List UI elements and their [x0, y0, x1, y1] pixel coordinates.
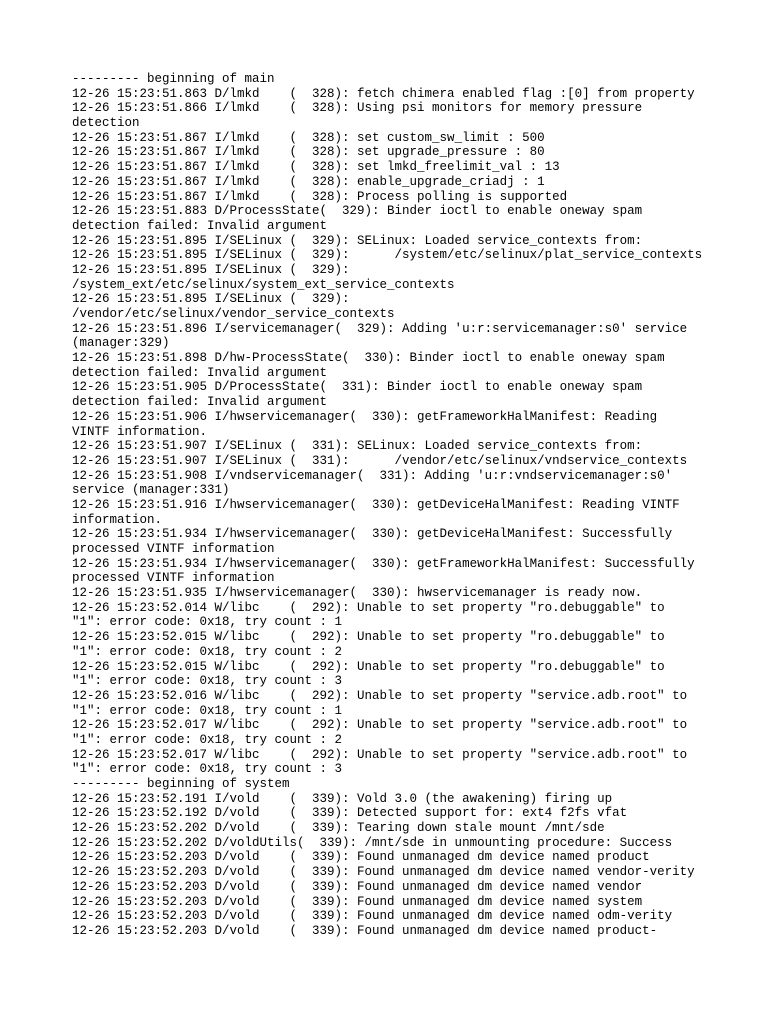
- log-line: detection: [72, 116, 140, 131]
- log-line: 12-26 15:23:52.203 D/vold ( 339): Found unmanaged dm device named system: [72, 894, 643, 909]
- log-line: 12-26 15:23:52.203 D/vold ( 339): Found unmanaged dm device named vendor: [72, 879, 643, 894]
- log-line: 12-26 15:23:52.192 D/vold ( 339): Detected support for: ext4 f2fs vfat: [72, 806, 628, 821]
- log-line: 12-26 15:23:52.015 W/libc ( 292): Unable to set property "ro.debuggable" to: [72, 630, 665, 645]
- log-body: [72, 72, 712, 939]
- log-line: 12-26 15:23:51.863 D/lmkd ( 328): fetch chimera enabled flag :[0] from property: [72, 86, 695, 101]
- log-line: 12-26 15:23:52.017 W/libc ( 292): Unable to set property "service.adb.root" to: [72, 718, 688, 733]
- log-line: detection failed: Invalid argument: [72, 395, 328, 410]
- log-line: (manager:329): [72, 336, 170, 351]
- log-line: 12-26 15:23:52.202 D/voldUtils( 339): /mnt/sde in unmounting procedure: Success: [72, 835, 673, 850]
- log-line: "1": error code: 0x18, try count : 1: [72, 615, 343, 630]
- log-line: 12-26 15:23:52.203 D/vold ( 339): Found unmanaged dm device named product-: [72, 923, 658, 938]
- log-line: 12-26 15:23:52.203 D/vold ( 339): Found unmanaged dm device named odm-verity: [72, 909, 673, 924]
- log-line: 12-26 15:23:51.907 I/SELinux ( 331): /vendor/etc/selinux/vndservice_contexts: [72, 453, 688, 468]
- log-line: VINTF information.: [72, 424, 208, 439]
- log-line: /vendor/etc/selinux/vendor_service_contexts: [72, 307, 395, 321]
- log-line: processed VINTF information: [72, 542, 275, 556]
- log-line: "1": error code: 0x18, try count : 1: [72, 703, 343, 718]
- log-line: 12-26 15:23:51.908 I/vndservicemanager( 331): Adding 'u:r:vndservicemanager:s0': [72, 468, 673, 483]
- log-line: 12-26 15:23:51.896 I/servicemanager( 329): Adding 'u:r:servicemanager:s0' service: [72, 321, 688, 336]
- log-line: detection failed: Invalid argument: [72, 218, 328, 233]
- log-line: 12-26 15:23:51.916 I/hwservicemanager( 330): getDeviceHalManifest: Reading VINTF: [72, 497, 680, 512]
- log-line: 12-26 15:23:52.202 D/vold ( 339): Tearing down stale mount /mnt/sde: [72, 821, 605, 836]
- log-line: 12-26 15:23:51.866 I/lmkd ( 328): Using psi monitors for memory pressure: [72, 101, 643, 116]
- log-line: 12-26 15:23:51.895 I/SELinux ( 329):: [72, 262, 350, 277]
- log-line: "1": error code: 0x18, try count : 2: [72, 732, 343, 747]
- log-line: "1": error code: 0x18, try count : 3: [72, 674, 343, 689]
- log-line: 12-26 15:23:51.906 I/hwservicemanager( 330): getFrameworkHalManifest: Reading: [72, 409, 658, 424]
- log-line: /system_ext/etc/selinux/system_ext_service_contexts: [72, 277, 455, 292]
- log-line: 12-26 15:23:52.017 W/libc ( 292): Unable to set property "service.adb.root" to: [72, 747, 688, 762]
- log-line: service (manager:331): [72, 483, 230, 498]
- log-line: --------- beginning of main: [72, 72, 275, 86]
- log-line: processed VINTF information: [72, 571, 275, 586]
- log-line: 12-26 15:23:52.015 W/libc ( 292): Unable to set property "ro.debuggable" to: [72, 659, 665, 674]
- log-line: 12-26 15:23:51.898 D/hw-ProcessState( 330): Binder ioctl to enable oneway spam: [72, 351, 665, 366]
- log-line: 12-26 15:23:52.016 W/libc ( 292): Unable to set property "service.adb.root" to: [72, 688, 688, 703]
- log-line: information.: [72, 512, 163, 527]
- log-document: [72, 72, 712, 939]
- log-line: --------- beginning of system: [72, 777, 290, 791]
- log-line: 12-26 15:23:51.867 I/lmkd ( 328): set lmkd_freelimit_val : 13: [72, 160, 560, 175]
- log-line: 12-26 15:23:51.934 I/hwservicemanager( 330): getFrameworkHalManifest: Successfully: [72, 556, 695, 571]
- log-line: 12-26 15:23:51.934 I/hwservicemanager( 330): getDeviceHalManifest: Successfully: [72, 527, 673, 542]
- log-line: 12-26 15:23:51.867 I/lmkd ( 328): enable_upgrade_criadj : 1: [72, 174, 545, 189]
- log-line: 12-26 15:23:51.935 I/hwservicemanager( 330): hwservicemanager is ready now.: [72, 586, 643, 601]
- log-line: "1": error code: 0x18, try count : 3: [72, 762, 343, 777]
- log-line: 12-26 15:23:51.905 D/ProcessState( 331): Binder ioctl to enable oneway spam: [72, 380, 643, 395]
- log-line: 12-26 15:23:51.867 I/lmkd ( 328): Process polling is supported: [72, 189, 568, 204]
- log-line: detection failed: Invalid argument: [72, 365, 328, 380]
- log-line: 12-26 15:23:52.191 I/vold ( 339): Vold 3.0 (the awakening) firing up: [72, 791, 613, 806]
- log-line: 12-26 15:23:51.883 D/ProcessState( 329): Binder ioctl to enable oneway spam: [72, 204, 643, 219]
- log-line: 12-26 15:23:51.907 I/SELinux ( 331): SELinux: Loaded service_contexts from:: [72, 439, 643, 454]
- log-line: 12-26 15:23:52.203 D/vold ( 339): Found unmanaged dm device named product: [72, 850, 650, 865]
- log-line: 12-26 15:23:51.867 I/lmkd ( 328): set upgrade_pressure : 80: [72, 145, 545, 160]
- log-line: 12-26 15:23:51.895 I/SELinux ( 329):: [72, 292, 350, 307]
- log-line: 12-26 15:23:51.895 I/SELinux ( 329): /system/etc/selinux/plat_service_contexts: [72, 248, 703, 263]
- log-line: 12-26 15:23:52.203 D/vold ( 339): Found unmanaged dm device named vendor-verity: [72, 865, 695, 880]
- log-line: 12-26 15:23:51.867 I/lmkd ( 328): set custom_sw_limit : 500: [72, 130, 545, 145]
- log-line: 12-26 15:23:52.014 W/libc ( 292): Unable to set property "ro.debuggable" to: [72, 600, 665, 615]
- log-line: 12-26 15:23:51.895 I/SELinux ( 329): SELinux: Loaded service_contexts from:: [72, 233, 643, 248]
- log-line: "1": error code: 0x18, try count : 2: [72, 644, 343, 659]
